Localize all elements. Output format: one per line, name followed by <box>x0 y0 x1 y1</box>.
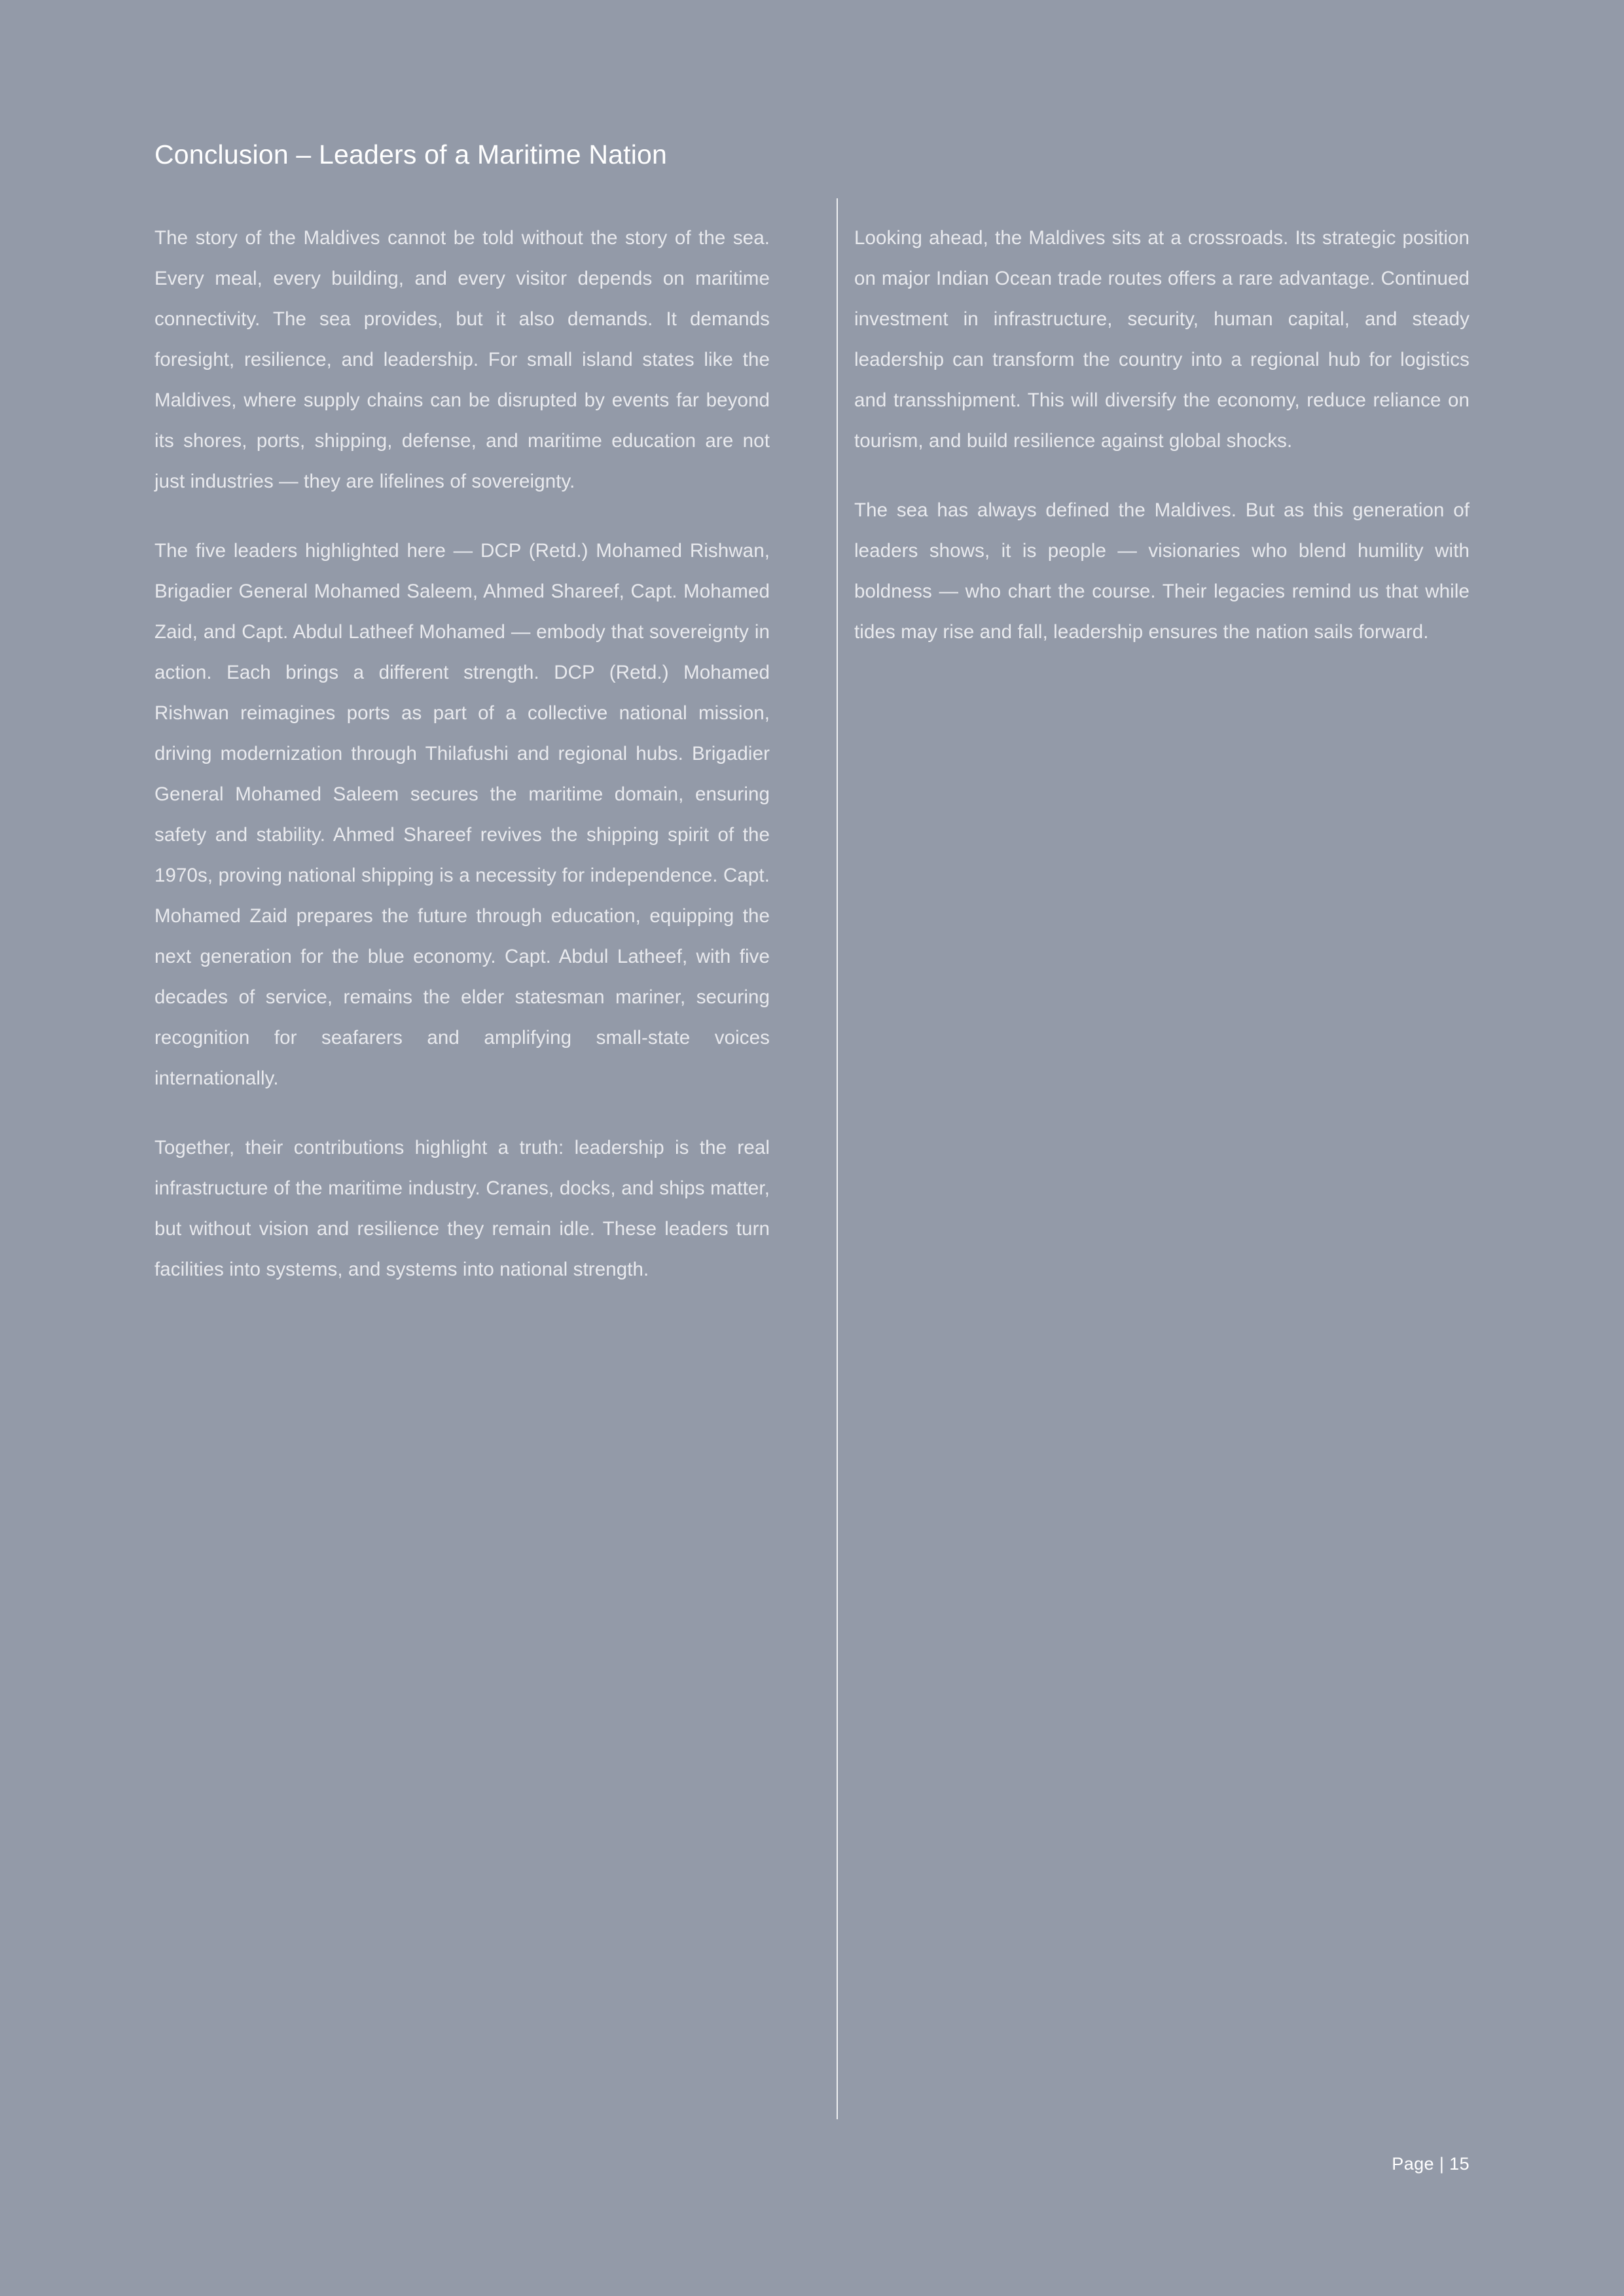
page-number: Page | 15 <box>1392 2154 1470 2174</box>
page-content <box>154 137 1470 1290</box>
two-column-body <box>154 218 1470 1290</box>
paragraph: Looking ahead, the Maldives sits at a crossroads. Its strategic position on major Indian Ocean trade routes offers a rare advantage. Continued investment in infrastructure, security, human capital, and steady leadership can transform the country into a regional hub for logistics and transshipment. This will diversify the economy, reduce reliance on tourism, and build resilience against global shocks. <box>854 227 1470 452</box>
page-title: Conclusion – Leaders of a Maritime Nation <box>154 139 668 170</box>
column-divider <box>837 198 838 2119</box>
paragraph: The five leaders highlighted here — DCP (Retd.) Mohamed Rishwan, Brigadier General Mohamed Saleem, Ahmed Shareef, Capt. Mohamed Zaid, and Capt. Abdul Latheef Mohamed — embody that sovereignty in action. Each brings a different strength. DCP (Retd.) Mohamed Rishwan reimagines ports as part of a collective national mission, driving modernization through Thilafushi and regional hubs. Brigadier General Mohamed Saleem secures the maritime domain, ensuring safety and stability. Ahmed Shareef revives the shipping spirit of the 1970s, proving national shipping is a necessity for independence. Capt. Mohamed Zaid prepares the future through education, equipping the next generation for the blue economy. Capt. Abdul Latheef, with five decades of service, remains the elder statesman mariner, securing recognition for seafarers and amplifying small-state voices internationally. <box>154 540 770 1090</box>
paragraph: The story of the Maldives cannot be told without the story of the sea. Every meal, every building, and every visitor depends on maritime connectivity. The sea provides, but it also demands. It demands foresight, resilience, and leadership. For small island states like the Maldives, where supply chains can be disrupted by events far beyond its shores, ports, shipping, defense, and maritime education are not just industries — they are lifelines of sovereignty. <box>154 227 770 493</box>
paragraph: The sea has always defined the Maldives. But as this generation of leaders shows, it is people — visionaries who blend humility with boldness — who chart the course. Their legacies remind us that while tides may rise and fall, leadership ensures the nation sails forward. <box>854 499 1470 643</box>
paragraph: Together, their contributions highlight a truth: leadership is the real infrastructure of the maritime industry. Cranes, docks, and ships matter, but without vision and resilience they remain idle. These leaders turn facilities into systems, and systems into national strength. <box>154 1137 770 1281</box>
left-column <box>154 218 770 1290</box>
right-column <box>854 218 1470 653</box>
